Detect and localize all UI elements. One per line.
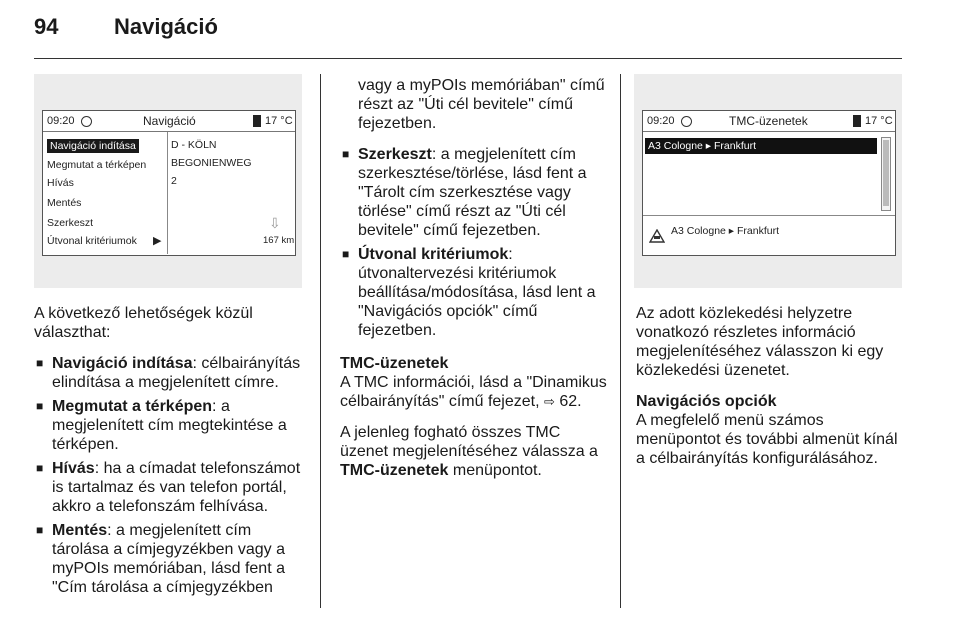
option-text: : ha a címadat telefonszámot is tartalmaz és van telefon portál, akkro a telefonszám felhívása. [52,460,301,515]
option-text: : a megjelenített cím megtekintése a térképen. [52,398,287,453]
option-term: Útvonal kritériumok [358,246,509,263]
temperature: 17 °C [865,115,893,127]
option-text: : a megjelenített cím szerkesztése/törlése, lásd fent a "Tárolt cím szerkesztése vagy törlése" című részt az "Úti cél bevitele" című fejezetben. [358,146,587,239]
traffic-warning-icon [649,229,665,243]
option-term: Szerkeszt [358,146,432,163]
option-term: Hívás [52,460,95,477]
clock-icon [681,116,692,127]
menu-item-call[interactable]: Hívás [47,177,74,189]
page-reference-icon: ⇨ [544,394,555,409]
column-3 [636,304,908,480]
list-item [340,145,610,240]
navigation-display [42,110,296,256]
destination-house-number: 2 [171,175,177,187]
clock-icon [81,116,92,127]
column-1 [34,304,310,602]
list-item [34,354,310,392]
distance: 167 km [263,235,295,246]
list-item [34,397,310,454]
list-item [34,459,310,516]
page-reference[interactable]: 62. [559,393,582,410]
nav-options-heading: Navigációs opciók [636,393,777,410]
column-divider-2 [620,74,621,608]
options-list-continued [340,145,610,340]
tmc-heading: TMC-üzenetek [340,355,449,372]
status-bar [43,111,295,132]
menu-item-edit[interactable]: Szerkeszt [47,217,94,229]
page-number: 94 [34,14,59,39]
destination-street: BEGONIENWEG [171,157,252,169]
menu-item-save[interactable]: Mentés [47,197,82,209]
screen-title: TMC-üzenetek [729,114,808,128]
menu-divider [167,132,168,254]
option-term: Navigáció indítása [52,355,193,372]
tmc-screenshot [634,74,902,288]
clock-time: 09:20 [47,115,75,127]
intro-text: A következő lehetőségek közül választhat: [34,305,253,341]
menu-item-start-navigation[interactable]: Navigáció indítása [47,139,139,153]
tmc-message-detail: A3 Cologne ▸ Frankfurt [671,225,779,237]
option-text: : útvonaltervezési kritériumok beállítása/módosítása, lásd lent a "Navigációs opciók" című fejezetben. [358,246,596,339]
options-list [34,354,310,597]
clock-time: 09:20 [647,115,675,127]
tmc-info-text: A TMC információi, lásd a "Dinamikus célbairányítás" című fejezet, ⇨ 62. [340,374,607,410]
direction-arrow-icon: ⇩ [269,215,281,231]
list-item [34,521,310,597]
screen-title: Navigáció [143,114,196,128]
destination-city: D - KÖLN [171,139,217,151]
scrollbar-thumb[interactable] [883,140,889,206]
submenu-arrow-icon: ▶ [153,235,162,247]
column-2 [340,76,610,492]
navigation-screenshot [34,74,302,288]
column-divider-1 [320,74,321,608]
option-text: : a megjelenített cím tárolása a címjegyzékben vagy a myPOIs memóriában, lásd fent a "Cím tárolása a címjegyzékben [52,522,286,596]
nav-options-text: A megfelelő menü számos menüpontot és további almenüt kínál a célbairányítás konfigurálásához. [636,412,898,467]
scrollbar[interactable] [881,137,891,211]
detail-divider [643,215,895,216]
tmc-menu-term: TMC-üzenetek [340,462,449,479]
option-term: Megmutat a térképen [52,398,213,415]
tmc-detail-text: Az adott közlekedési helyzetre vonatkozó részletes információ megjelenítéséhez válasszon ki egy közlekedési üzenetet. [636,305,884,379]
tmc-display [642,110,896,256]
status-bar [643,111,895,132]
header-rule [34,58,902,59]
tmc-select-text: A jelenleg fogható összes TMC üzenet megjelenítéséhez válassza a TMC-üzenetek menüpontot. [340,424,598,479]
list-item [340,245,610,340]
menu-item-show-on-map[interactable]: Megmutat a térképen [47,159,147,171]
tmc-message-selected[interactable]: A3 Cologne ▸ Frankfurt [645,138,877,154]
menu-item-route-criteria[interactable]: Útvonal kritériumok [47,235,137,247]
temperature: 17 °C [265,115,293,127]
chapter-title: Navigáció [114,14,218,39]
option-term: Mentés [52,522,108,539]
continuation-text: vagy a myPOIs memóriában" című részt az "Úti cél bevitele" című fejezetben. [358,77,605,132]
option-text: : célbairányítás elindítása a megjelenített címre. [52,355,301,391]
phone-icon [853,115,861,127]
phone-icon [253,115,261,127]
